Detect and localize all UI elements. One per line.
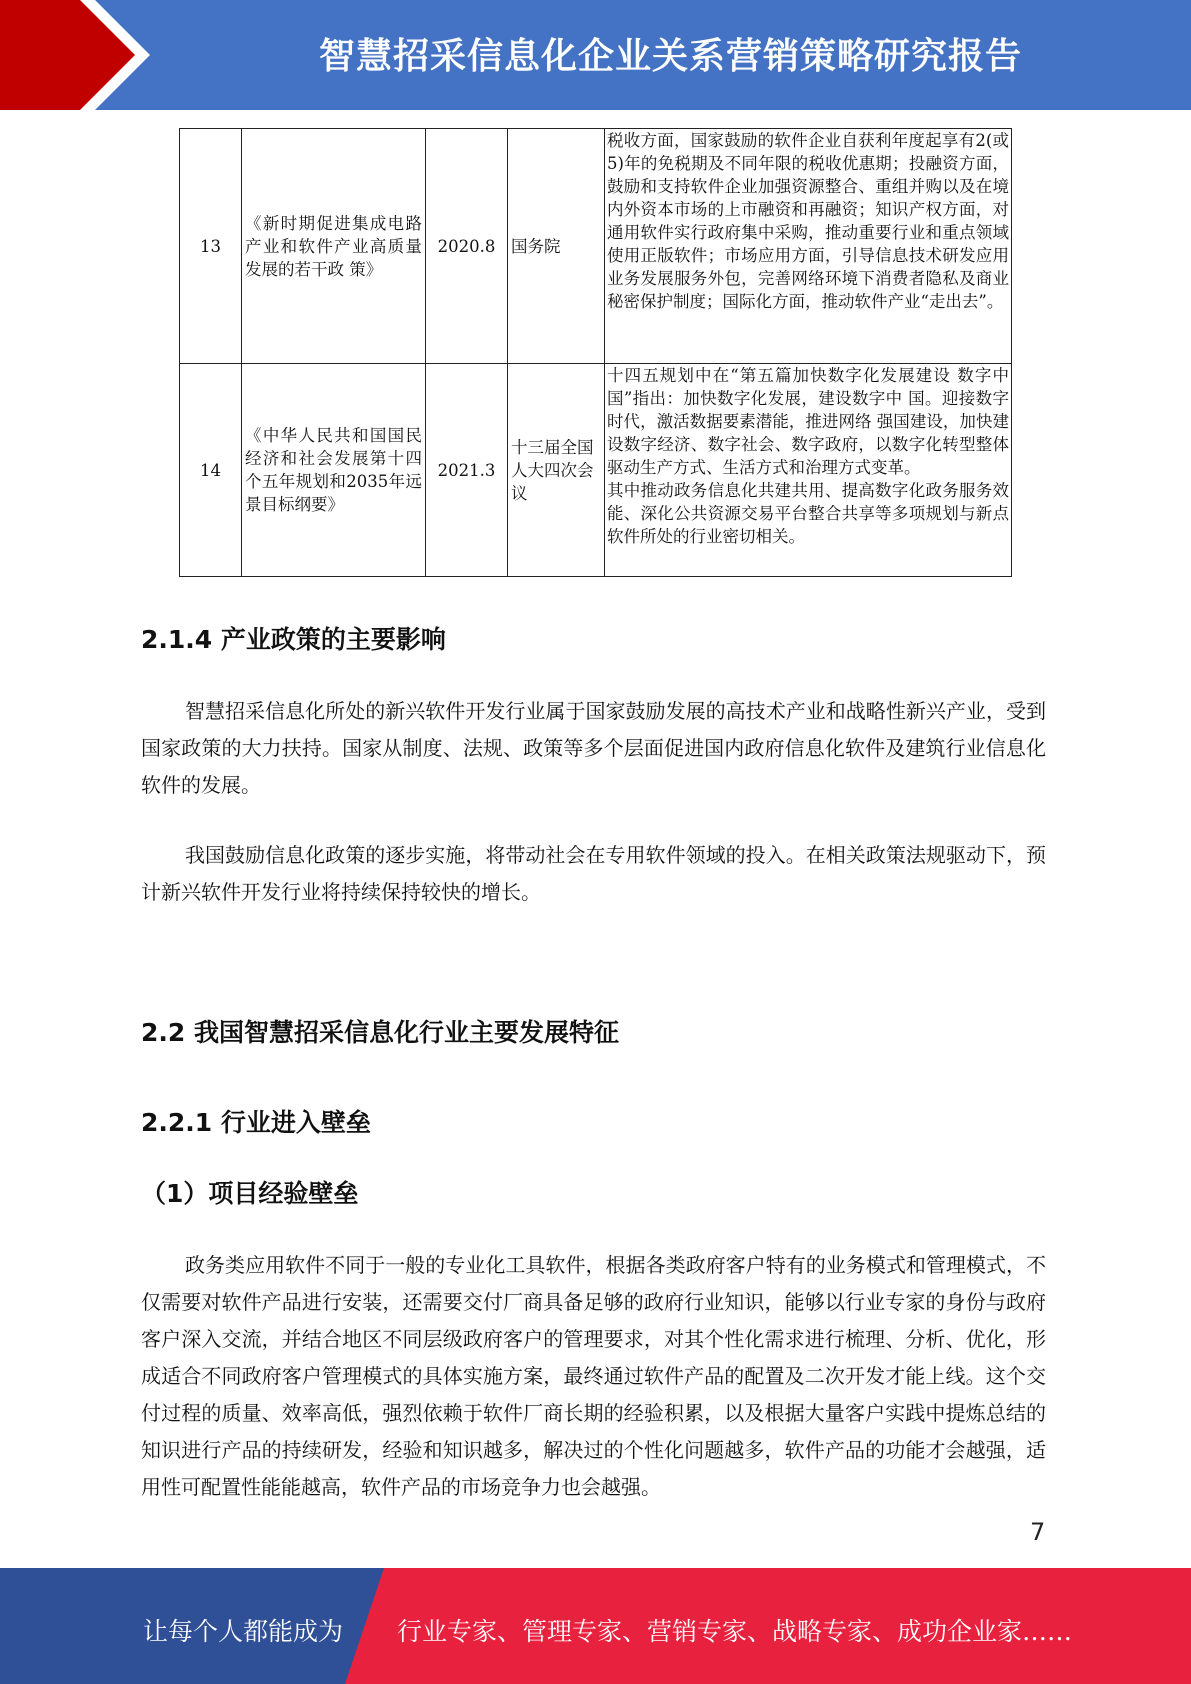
policy-content [605,129,1012,364]
row-number: 14 [180,364,242,577]
policy-issuer: 国务院 [508,129,605,364]
policy-date: 2020.8 [426,129,508,364]
policy-table [179,128,1012,577]
section-heading: 2.2 我国智慧招采信息化行业主要发展特征 [141,1018,619,1047]
footer-slogan-right: 行业专家、管理专家、营销专家、战略专家、成功企业家…… [397,1617,1073,1646]
section-heading: 2.2.1 行业进入壁垒 [141,1108,371,1137]
body-paragraph: 智慧招采信息化所处的新兴软件开发行业属于国家鼓励发展的高技术产业和战略性新兴产业，受到国家政策的大力扶持。国家从制度、法规、政策等多个层面促进国内政府信息化软件及建筑行业信息化软件的发展。 [141,699,1046,797]
policy-content [605,364,1012,577]
page-number: 7 [1030,1518,1046,1546]
table-row [180,364,1012,577]
policy-name: 《中华人民共和国国民经济和社会发展第十四个五年规划和2035年远景目标纲要》 [242,364,426,577]
row-number: 13 [180,129,242,364]
policy-name: 《新时期促进集成电路产业和软件产业高质量发展的若干政 策》 [242,129,426,364]
subsection-heading: （1）项目经验壁垒 [141,1179,359,1208]
body-paragraph: 我国鼓励信息化政策的逐步实施，将带动社会在专用软件领域的投入。在相关政策法规驱动下，预计新兴软件开发行业将持续保持较快的增长。 [141,843,1046,904]
policy-date: 2021.3 [426,364,508,577]
policy-content-text: 税收方面，国家鼓励的软件企业自获利年度起享有2(或5)年的免税期及不同年限的税收优惠期；投融资方面，鼓励和支持软件企业加强资源整合、重组并购以及在境内外资本市场的上市融资和再融资；知识产权方面，对通用软件实行政府集中采购，推动重要行业和重点领域使用正版软件；市场应用方面，引导信息技术研发应用业务发展服务外包，完善网络环境下消费者隐私及商业秘密保护制度；国际化方面，推动软件产业“走出去”。 [607,131,1009,311]
table-row [180,129,1012,364]
policy-content-text: 其中推动政务信息化共建共用、提高数字化政务服务效能、深化公共资源交易平台整合共享等多项规划与新点软件所处的行业密切相关。 [607,481,1009,546]
page-footer [0,1568,1191,1684]
report-title: 智慧招采信息化企业关系营销策略研究报告 [318,36,1022,77]
policy-content-text: 十四五规划中在“第五篇加快数字化发展建设 数字中国”指出：加快数字化发展，建设数字中 国。迎接数字时代，激活数据要素潜能，推进网络 强国建设，加快建设数字经济、数字社会、数字政府，以数字化转型整体驱动生产方式、生活方式和治理方式变革。 [607,366,1009,477]
footer-slogan-left: 让每个人都能成为 [143,1617,344,1646]
body-paragraph: 政务类应用软件不同于一般的专业化工具软件，根据各类政府客户特有的业务模式和管理模式，不仅需要对软件产品进行安装，还需要交付厂商具备足够的政府行业知识，能够以行业专家的身份与政府客户深入交流，并结合地区不同层级政府客户的管理要求，对其个性化需求进行梳理、分析、优化，形成适合不同政府客户管理模式的具体实施方案，最终通过软件产品的配置及二次开发才能上线。这个交付过程的质量、效率高低，强烈依赖于软件厂商长期的经验积累，以及根据大量客户实践中提炼总结的知识进行产品的持续研发，经验和知识越多，解决过的个性化问题越多，软件产品的功能才会越强，适用性可配置性能能越高，软件产品的市场竞争力也会越强。 [141,1253,1046,1499]
section-heading: 2.1.4 产业政策的主要影响 [141,625,446,654]
page-header [0,0,1191,110]
policy-issuer: 十三届全国人大四次会议 [508,364,605,577]
